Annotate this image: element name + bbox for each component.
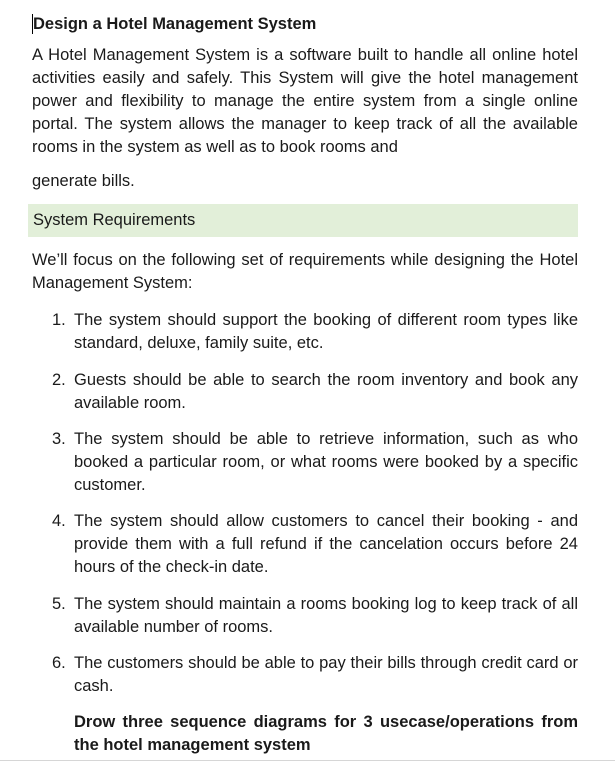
task-instruction: Drow three sequence diagrams for 3 usecase/operations from the hotel management system xyxy=(74,713,578,754)
section-lead-paragraph: We’ll focus on the following set of requirements while designing the Hotel Management System: xyxy=(32,251,578,292)
requirement-item xyxy=(52,510,578,579)
requirement-number: 4. xyxy=(52,512,66,530)
intro-paragraph: A Hotel Management System is a software built to handle all online hotel activities easily and safely. This System will give the hotel management power and flexibility to manage the entire system from a single online portal. The system allows the manager to keep track of all the available rooms in the system as well as to book rooms and xyxy=(32,46,578,156)
section-heading-band xyxy=(28,204,578,237)
requirement-item xyxy=(52,652,578,698)
requirement-text: Guests should be able to search the room inventory and book any available room. xyxy=(74,371,578,412)
requirement-item xyxy=(52,369,578,415)
requirement-number: 1. xyxy=(52,311,66,329)
requirement-item xyxy=(52,309,578,355)
requirement-text: The system should allow customers to cancel their booking - and provide them with a full refund if the cancelation occurs before 24 hours of the check-in date. xyxy=(74,512,578,576)
section-heading: System Requirements xyxy=(33,211,196,229)
requirement-text: The system should support the booking of different room types like standard, deluxe, family suite, etc. xyxy=(74,311,578,352)
requirement-item xyxy=(52,593,578,639)
intro-paragraph-end: generate bills. xyxy=(32,172,135,190)
requirement-number: 2. xyxy=(52,371,66,389)
page-bottom-divider xyxy=(0,760,615,761)
requirement-item xyxy=(52,428,578,497)
requirement-number: 3. xyxy=(52,430,66,448)
requirement-number: 6. xyxy=(52,654,66,672)
document-title: Design a Hotel Management System xyxy=(33,15,317,33)
requirement-text: The system should be able to retrieve information, such as who booked a particular room, or what rooms were booked by a specific customer. xyxy=(74,430,578,494)
requirement-text: The system should maintain a rooms booking log to keep track of all available number of rooms. xyxy=(74,595,578,636)
requirement-number: 5. xyxy=(52,595,66,613)
requirement-text: The customers should be able to pay their bills through credit card or cash. xyxy=(74,654,578,695)
